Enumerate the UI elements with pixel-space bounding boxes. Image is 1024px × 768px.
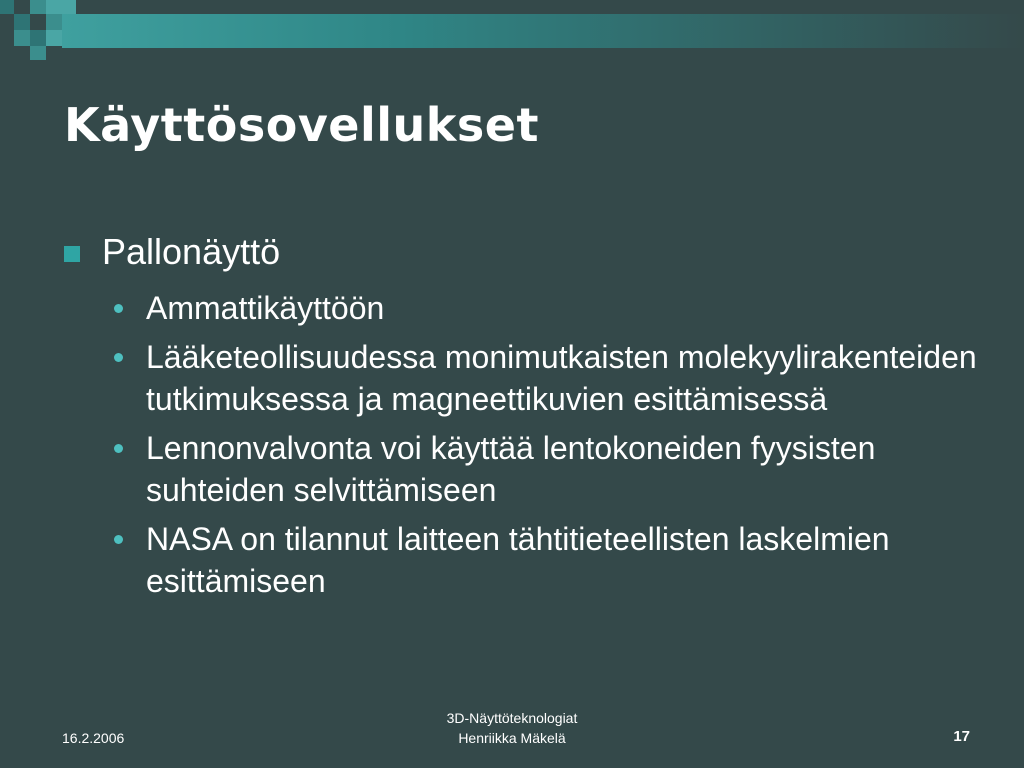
decorative-square (0, 0, 14, 14)
decorative-square (14, 14, 30, 30)
footer-course-title: 3D-Näyttöteknologiat (446, 710, 578, 726)
sub-bullet-item (112, 336, 992, 420)
footer-center (412, 708, 612, 748)
sub-bullet-text: Ammattikäyttöön (146, 290, 385, 326)
decorative-square (46, 14, 62, 30)
decorative-square (14, 30, 30, 46)
main-bullet-item (64, 228, 280, 276)
footer-author: Henriikka Mäkelä (458, 730, 566, 746)
decorative-square (46, 30, 62, 46)
round-bullet-icon (114, 535, 123, 544)
sub-bullet-item (112, 518, 992, 602)
sub-bullet-text: NASA on tilannut laitteen tähtitieteellisten laskelmien esittämiseen (146, 521, 890, 599)
sub-bullet-item (112, 427, 992, 511)
sub-bullet-item (112, 287, 992, 329)
round-bullet-icon (114, 353, 123, 362)
footer-date: 16.2.2006 (62, 730, 125, 746)
sub-bullet-text: Lääketeollisuudessa monimutkaisten molekyylirakenteiden tutkimuksessa ja magneettikuvien esittämisessä (146, 339, 977, 417)
page-number: 17 (953, 728, 970, 745)
round-bullet-icon (114, 304, 123, 313)
sub-bullet-text: Lennonvalvonta voi käyttää lentokoneiden fyysisten suhteiden selvittämiseen (146, 430, 876, 508)
decorative-square (30, 46, 46, 60)
header-banner (62, 14, 1024, 48)
round-bullet-icon (114, 444, 123, 453)
main-bullet-text: Pallonäyttö (102, 231, 281, 272)
decorative-square (46, 0, 62, 14)
slide-title: Käyttösovellukset (64, 98, 539, 152)
decorative-square (30, 0, 46, 14)
sub-bullet-list (112, 287, 992, 609)
square-bullet-icon (64, 246, 80, 262)
decorative-square (30, 30, 46, 46)
decorative-square (62, 0, 76, 14)
